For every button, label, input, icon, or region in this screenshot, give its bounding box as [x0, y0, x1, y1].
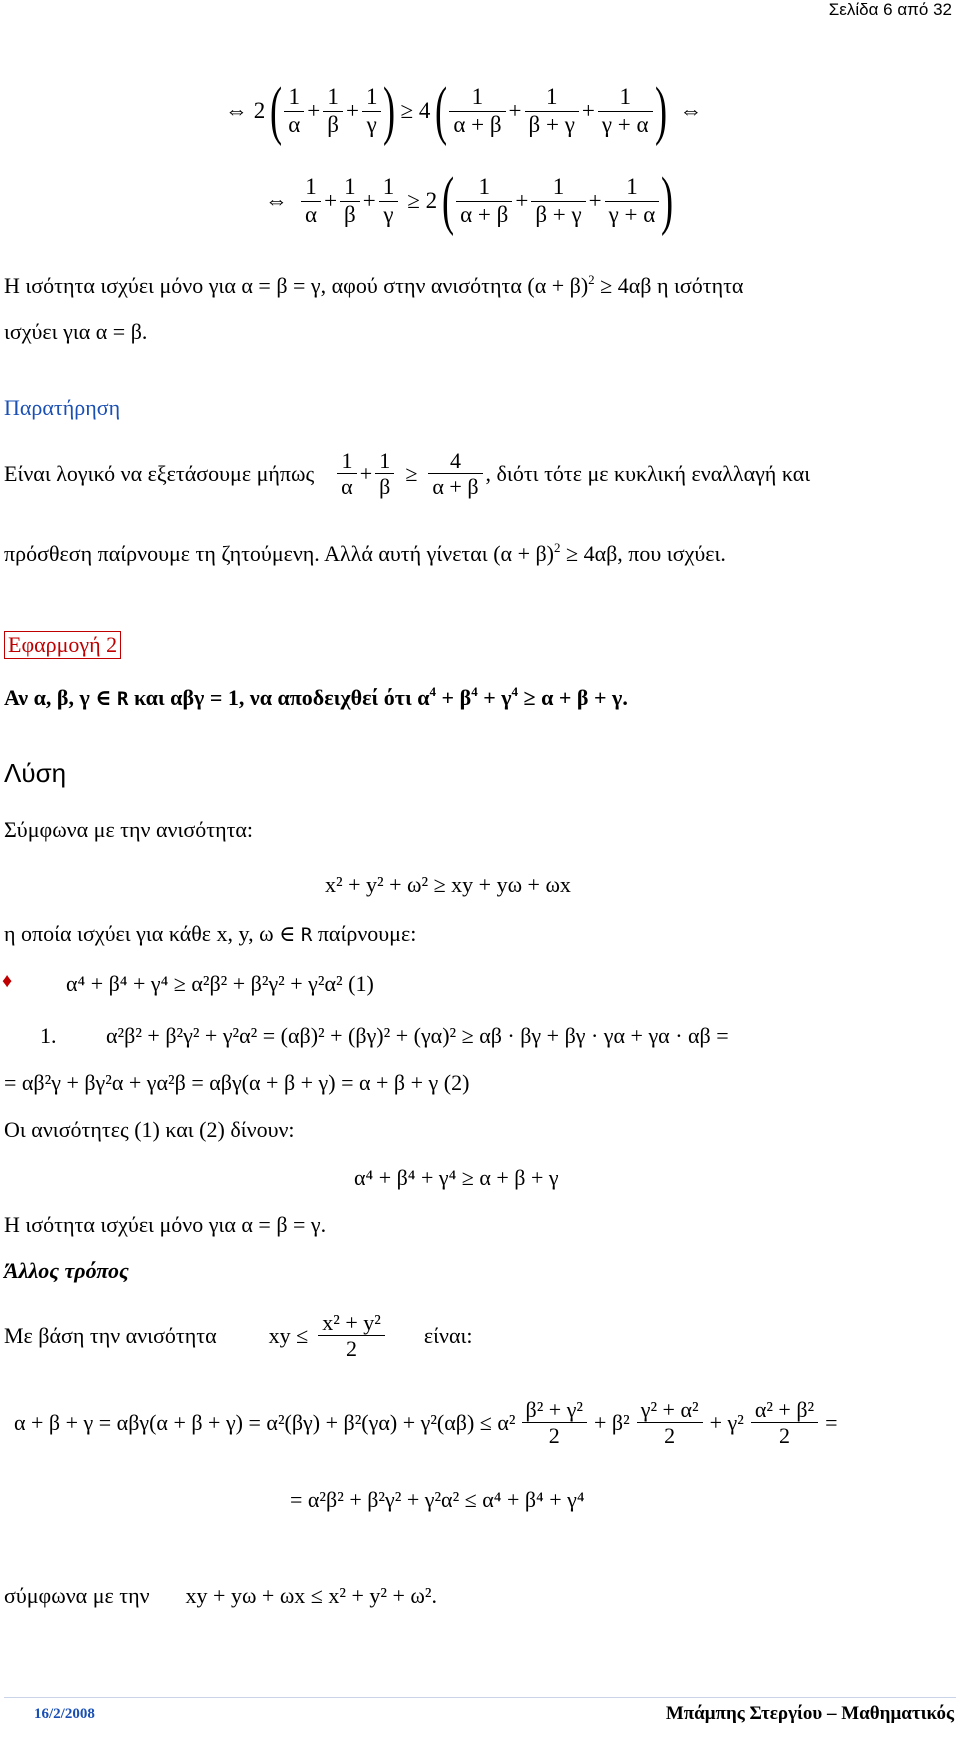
- paren-left: (: [442, 164, 455, 237]
- geq-4: ≥ 4: [400, 98, 431, 123]
- fraction-1-gamma: $\frac{1}{\gamma}$: [379, 174, 399, 228]
- page-number: Σελίδα 6 από 32: [828, 0, 952, 19]
- equiv-prefix: ⇔ 2: [225, 98, 266, 123]
- remark-text: Είναι λογικό να εξετάσουμε μήπως $\frac{1}{\alpha}$ + $\frac{1}{\beta}$ ≥ $\frac{4}{\alpha + \beta}$ , διότι τότε με κυκλική εναλλαγή και: [4, 448, 811, 500]
- paren-right: ): [654, 74, 667, 147]
- alt-second-line: = α²β² + β²γ² + γ²α² ≤ α⁴ + β⁴ + γ⁴: [290, 1487, 585, 1512]
- geq-2: ≥ 2: [407, 188, 438, 213]
- solution-intro: Σύμφωνα με την ανισότητα:: [4, 817, 254, 842]
- remark-title: Παρατήρηση: [4, 395, 121, 420]
- item-number: 1.: [40, 1023, 57, 1048]
- alt-title: Άλλος τρόπος: [4, 1258, 129, 1283]
- combine-text: Οι ανισότητες (1) και (2) δίνουν:: [4, 1117, 295, 1142]
- result-inequality: α⁴ + β⁴ + γ⁴ ≥ α + β + γ: [354, 1165, 559, 1190]
- footer: [0, 1697, 960, 1737]
- step-1: α⁴ + β⁴ + γ⁴ ≥ α²β² + β²γ² + γ²α² (1): [66, 971, 374, 996]
- application-statement: Αν α, β, γ ∈ R και αβγ = 1, να αποδειχθεί ότι $\alpha^4 + \beta^4 + \gamma^4 \ge \alpha + \beta + \gamma$.: [4, 684, 628, 710]
- step-3: = αβ²γ + βγ²α + γα²β = αβγ(α + β + γ) = α + β + γ (2): [4, 1070, 470, 1095]
- fraction-1-beta: $\frac{1}{\beta}$: [375, 448, 394, 500]
- paren-right: ): [383, 74, 396, 147]
- footer-author: Μπάμπης Στεργίου – Μαθηματικός: [665, 1703, 954, 1724]
- equation-line-1: ⇔ 2 ( $\frac{1}{\alpha}$ + $\frac{1}{\beta}$ + $\frac{1}{\gamma}$ ) ≥ 4 ( $\frac{1}{\alpha + \beta}$ + $\frac{1}{\beta + \gamma}$ + $\frac{1}{\gamma + \alpha}$ ) ⇔: [225, 74, 703, 147]
- fraction-1-alpha: $\frac{1}{\alpha}$: [301, 174, 321, 228]
- equiv-prefix-2: ⇔: [265, 188, 288, 213]
- fraction-ab: $\frac{\text{α² + β²}}{2}$: [751, 1397, 818, 1449]
- bullet-diamond-icon: ♦: [2, 970, 13, 992]
- alt-long-line: α + β + γ = αβγ(α + β + γ) = α²(βγ) + β²(γα) + γ²(αβ) ≤ α² $\frac{\text{β² + γ²}}{2}$ + β² $\frac{\text{γ² + α²}}{2}$ + γ² $\frac{\text{α² + β²}}{2}$ =: [14, 1397, 838, 1449]
- fraction-alpha-beta: $\frac{1}{\alpha + \beta}$: [449, 84, 505, 138]
- equation-line-2: ⇔ $\frac{1}{\alpha}$ + $\frac{1}{\beta}$ + $\frac{1}{\gamma}$ ≥ 2 ( $\frac{1}{\alpha + \beta}$ + $\frac{1}{\beta + \gamma}$ + $\frac{1}{\gamma + \alpha}$ ): [265, 164, 674, 237]
- paren-left: (: [435, 74, 448, 147]
- paren-left: (: [270, 74, 283, 147]
- fraction-1-alpha: $\frac{1}{\alpha}$: [337, 448, 357, 500]
- fraction-1-alpha: $\frac{1}{\alpha}$: [284, 84, 304, 138]
- fraction-4-alpha-beta: $\frac{4}{\alpha + \beta}$: [428, 448, 482, 500]
- equality-text: Η ισότητα ισχύει μόνο για α = β = γ.: [4, 1212, 327, 1237]
- fraction-gamma-alpha: $\frac{1}{\gamma + \alpha}$: [598, 84, 653, 138]
- step-2: α²β² + β²γ² + γ²α² = (αβ)² + (βγ)² + (γα)² ≥ αβ · βγ + βγ · γα + γα · αβ =: [106, 1023, 729, 1048]
- holds-text: η οποία ισχύει για κάθε x, y, ω ∈ R παίρνουμε:: [4, 921, 417, 946]
- fraction-1-gamma: $\frac{1}{\gamma}$: [362, 84, 382, 138]
- application-title: Εφαρμογή 2: [4, 631, 121, 659]
- solution-title: Λύση: [4, 758, 67, 788]
- fraction-beta-gamma: $\frac{1}{\beta + \gamma}$: [525, 84, 579, 138]
- fraction-ga: $\frac{\text{γ² + α²}}{2}$: [637, 1397, 703, 1449]
- fraction-alpha-beta: $\frac{1}{\alpha + \beta}$: [456, 174, 512, 228]
- fraction-beta-gamma: $\frac{1}{\beta + \gamma}$: [531, 174, 585, 228]
- fraction-gamma-alpha: $\frac{1}{\gamma + \alpha}$: [605, 174, 660, 228]
- equiv-suffix: ⇔: [679, 98, 703, 123]
- fraction-1-beta: $\frac{1}{\beta}$: [323, 84, 343, 138]
- equality-condition-line-2: ισχύει για α = β.: [4, 319, 148, 344]
- equality-condition-line: Η ισότητα ισχύει μόνο για α = β = γ, αφού στην ανισότητα $(\alpha + \beta)^2 \ge 4\alpha\beta$ η ισότητα: [4, 272, 744, 298]
- base-inequality: x² + y² + ω² ≥ xy + yω + ωx: [325, 872, 571, 897]
- alt-base-line: Με βάση την ανισότητα xy ≤ $\frac{\text{x² + y²}}{2}$ είναι:: [4, 1310, 473, 1362]
- fraction-xy-half: $\frac{\text{x² + y²}}{2}$: [318, 1310, 385, 1362]
- remark-line-3: πρόσθεση παίρνουμε τη ζητούμενη. Αλλά αυτή γίνεται $(\alpha + \beta)^2 \ge 4\alpha\beta$, που ισχύει.: [4, 540, 726, 566]
- fraction-bg: $\frac{\text{β² + γ²}}{2}$: [522, 1397, 588, 1449]
- alt-final-line: σύμφωνα με την xy + yω + ωx ≤ x² + y² + ω².: [4, 1583, 437, 1608]
- paren-right: ): [661, 164, 674, 237]
- fraction-1-beta: $\frac{1}{\beta}$: [340, 174, 360, 228]
- footer-date: 16/2/2008: [34, 1706, 95, 1722]
